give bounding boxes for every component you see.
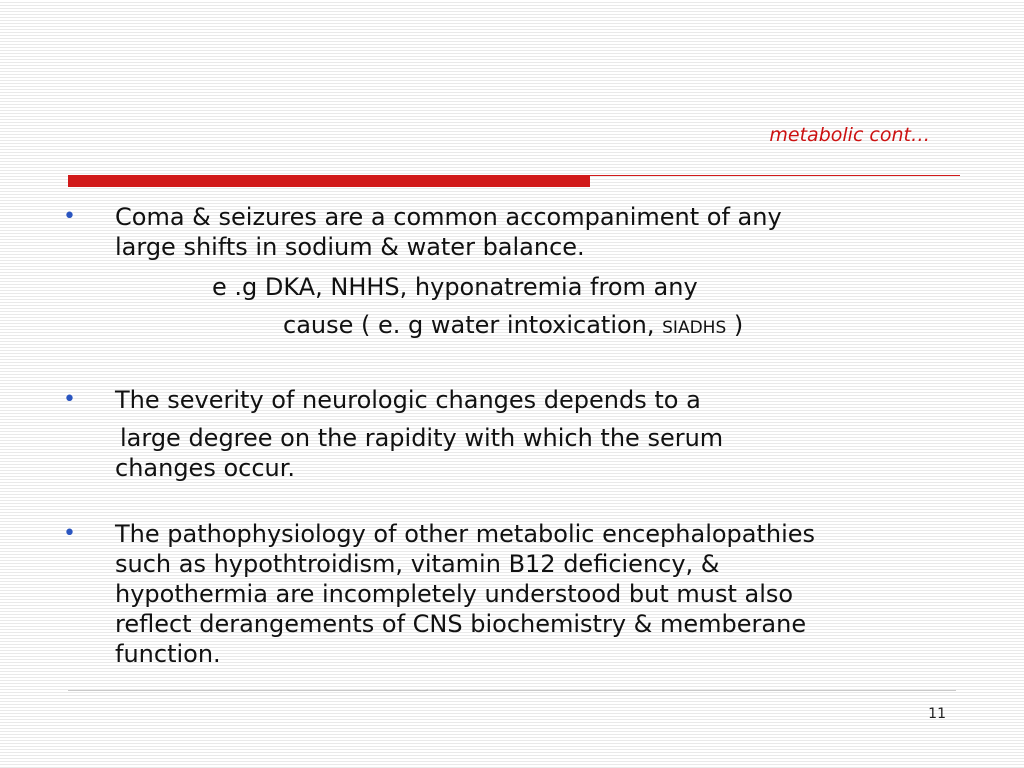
- bullet-line: e .g DKA, NHHS, hyponatremia from any: [212, 273, 698, 301]
- bullet-line: such as hypothtroidism, vitamin B12 deficiency, &: [115, 550, 720, 578]
- bullet-marker: •: [63, 521, 76, 546]
- bullet-text: [115, 202, 960, 343]
- bullet-line: large shifts in sodium & water balance.: [115, 233, 585, 261]
- bullet-line-text: cause ( e. g water intoxication,: [283, 311, 663, 339]
- slide-title: metabolic cont…: [769, 124, 930, 146]
- bullet-text: [115, 385, 960, 483]
- bullet-marker: •: [63, 204, 76, 229]
- bullet-line-text-end: ): [726, 311, 744, 339]
- bullet-item-3: [0, 519, 1024, 669]
- bullet-marker: •: [63, 387, 76, 412]
- bullet-line: changes occur.: [115, 454, 296, 482]
- bullet-line: Coma & seizures are a common accompaniment of any: [115, 203, 782, 231]
- bullet-line: reflect derangements of CNS biochemistry & memberane: [115, 610, 807, 638]
- title-accent-line: [590, 175, 960, 176]
- bullet-item-1: [0, 202, 1024, 343]
- bullet-line: [115, 310, 960, 343]
- title-accent-bar: [68, 175, 590, 187]
- bullet-text: [115, 519, 960, 669]
- bullet-line-small-text: SIADHS: [662, 318, 727, 338]
- bullet-line: The severity of neurologic changes depends to a: [115, 386, 701, 414]
- bullet-line: hypothermia are incompletely understood but must also: [115, 580, 794, 608]
- footer-divider: [68, 690, 956, 691]
- bullet-item-2: [0, 385, 1024, 483]
- bullet-line: The pathophysiology of other metabolic encephalopathies: [115, 520, 816, 548]
- bullet-line: function.: [115, 640, 221, 668]
- page-number: 11: [928, 706, 946, 722]
- slide-body: [0, 200, 1024, 668]
- bullet-line: large degree on the rapidity with which the serum: [120, 424, 724, 452]
